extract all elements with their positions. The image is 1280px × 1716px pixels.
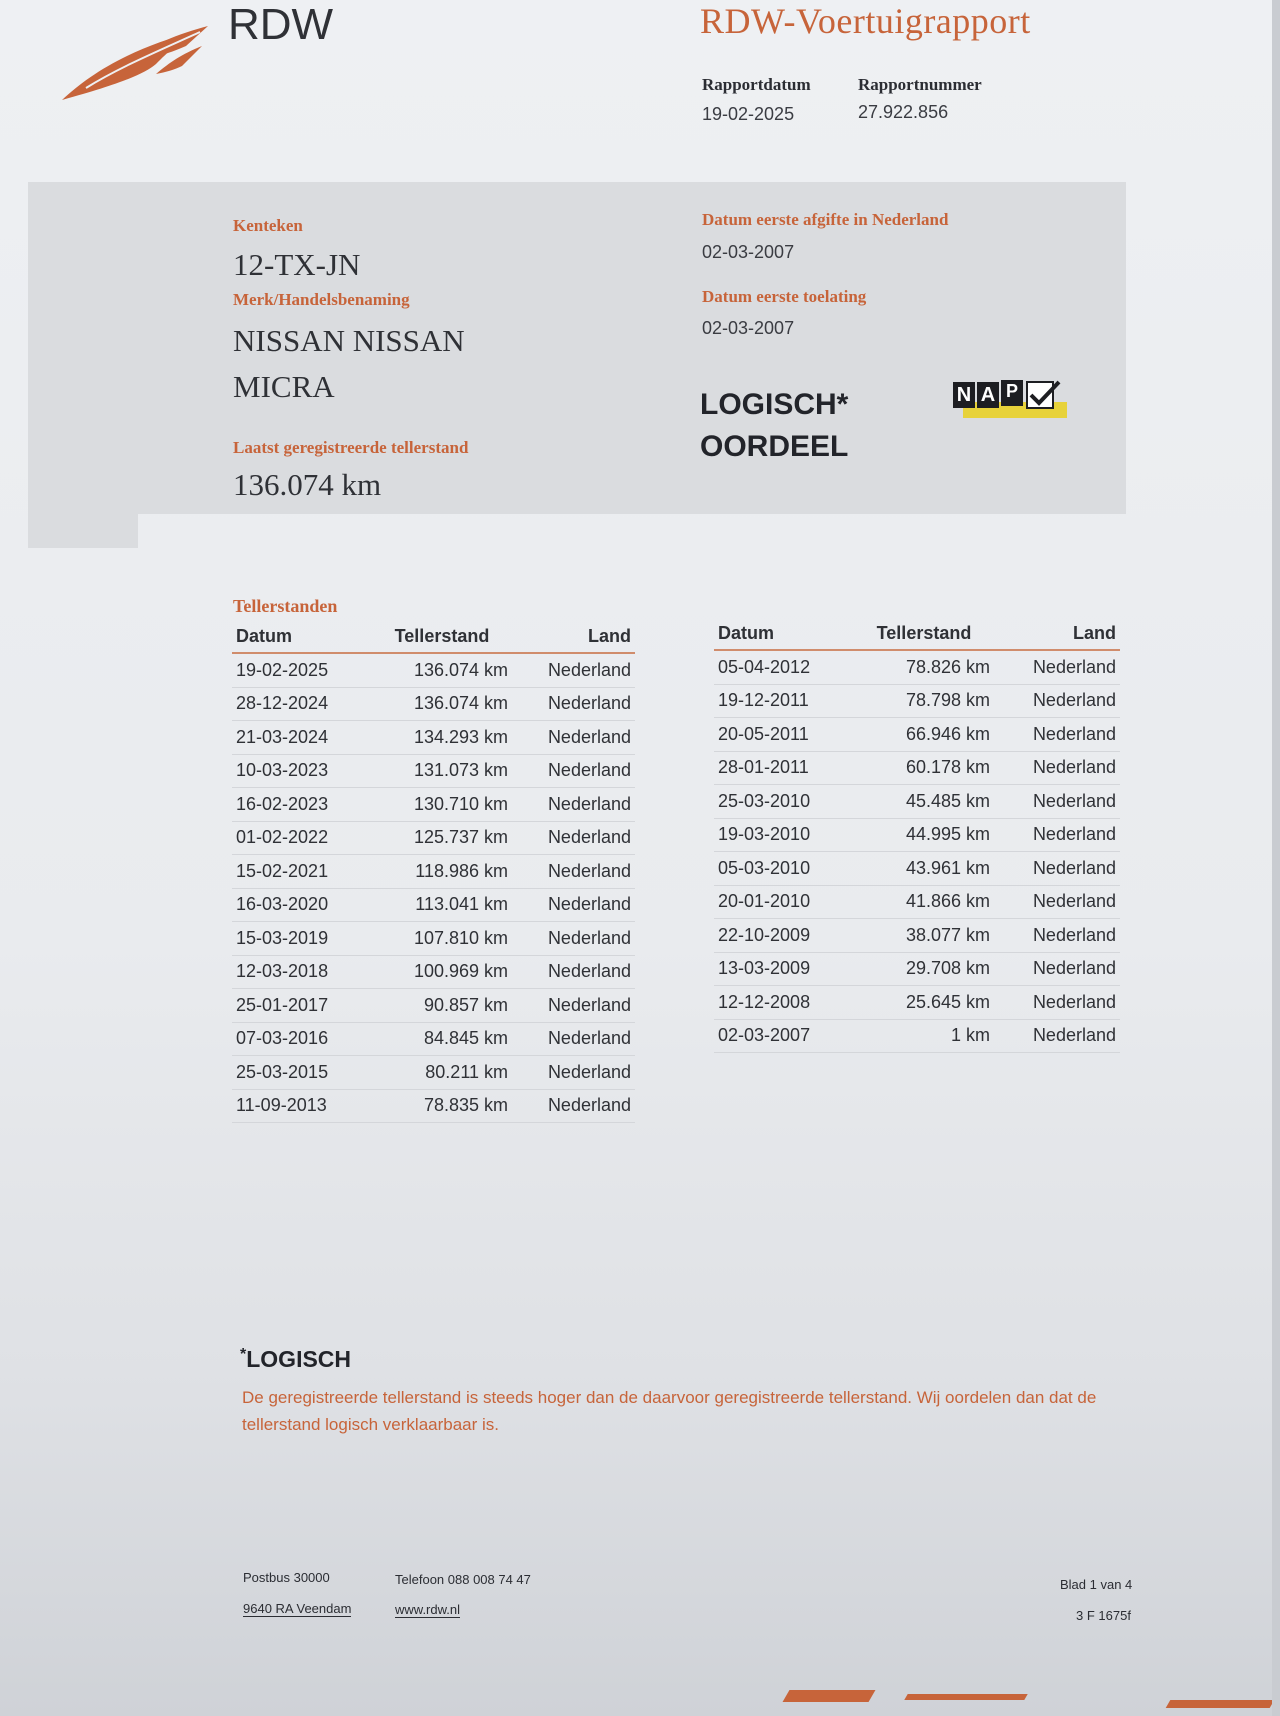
- reading-country: Nederland: [994, 684, 1120, 718]
- reading-date: 19-12-2011: [714, 684, 854, 718]
- first-admission-label: Datum eerste toelating: [702, 287, 867, 306]
- table-row: [714, 684, 1120, 718]
- reading-date: 19-03-2010: [714, 818, 854, 852]
- footer-phone: Telefoon 088 008 74 47: [395, 1572, 531, 1587]
- col-country-header: Land: [994, 621, 1120, 650]
- reading-country: Nederland: [994, 650, 1120, 684]
- reading-odometer: 131.073 km: [372, 754, 512, 788]
- reading-date: 15-02-2021: [232, 855, 372, 889]
- reading-odometer: 107.810 km: [372, 922, 512, 956]
- odometer-value: 136.074 km: [233, 467, 382, 502]
- brand-name: RDW: [228, 0, 334, 49]
- table-row: [232, 1056, 635, 1090]
- reading-odometer: 1 km: [854, 1019, 994, 1053]
- readings-section-label: Tellerstanden: [233, 596, 338, 616]
- reading-date: 12-12-2008: [714, 986, 854, 1020]
- reading-date: 19-02-2025: [232, 653, 372, 687]
- reading-date: 13-03-2009: [714, 952, 854, 986]
- reading-country: Nederland: [512, 1022, 635, 1056]
- readings-table-right: [714, 621, 1120, 1053]
- reading-date: 16-03-2020: [232, 888, 372, 922]
- reading-country: Nederland: [512, 955, 635, 989]
- reading-odometer: 25.645 km: [854, 986, 994, 1020]
- table-row: [714, 885, 1120, 919]
- table-row: [232, 821, 635, 855]
- footnote-text: De geregistreerde tellerstand is steeds hoger dan de daarvoor geregistreerde tellerstand. Wij oordelen dan dat de tellerstand logisch verklaarbaar is.: [242, 1388, 1097, 1434]
- readings-table-left: [232, 624, 635, 1123]
- reading-odometer: 113.041 km: [372, 888, 512, 922]
- verdict: [700, 384, 848, 468]
- reading-country: Nederland: [512, 989, 635, 1023]
- reading-country: Nederland: [512, 1089, 635, 1123]
- reading-date: 28-12-2024: [232, 687, 372, 721]
- verdict-line-1: LOGISCH*: [700, 388, 849, 421]
- reading-date: 22-10-2009: [714, 919, 854, 953]
- footnote-star: *: [240, 1346, 247, 1363]
- table-row: [232, 989, 635, 1023]
- reading-country: Nederland: [512, 1056, 635, 1090]
- col-date-header: Datum: [232, 624, 372, 653]
- panel-tab: [28, 514, 138, 548]
- report-title: RDW-Voertuigrapport: [700, 1, 1031, 41]
- reading-country: Nederland: [994, 785, 1120, 819]
- table-row: [232, 1022, 635, 1056]
- footnote-title: *LOGISCH: [240, 1346, 352, 1372]
- footer-web[interactable]: www.rdw.nl: [395, 1602, 461, 1617]
- reading-country: Nederland: [512, 721, 635, 755]
- reading-country: Nederland: [994, 718, 1120, 752]
- nap-logo: [953, 380, 1068, 424]
- reading-odometer: 90.857 km: [372, 989, 512, 1023]
- reading-date: 10-03-2023: [232, 754, 372, 788]
- reading-date: 11-09-2013: [232, 1089, 372, 1123]
- report-date: 19-02-2025: [702, 104, 795, 124]
- reading-country: Nederland: [512, 855, 635, 889]
- make-line-2: MICRA: [233, 369, 335, 404]
- reading-country: Nederland: [512, 653, 635, 687]
- reading-odometer: 38.077 km: [854, 919, 994, 953]
- reading-odometer: 78.798 km: [854, 684, 994, 718]
- table-row: [714, 650, 1120, 684]
- table-row: [232, 1089, 635, 1123]
- reading-odometer: 84.845 km: [372, 1022, 512, 1056]
- reading-country: Nederland: [512, 754, 635, 788]
- reading-date: 16-02-2023: [232, 788, 372, 822]
- table-row: [714, 919, 1120, 953]
- first-issue-nl-label: Datum eerste afgifte in Nederland: [702, 210, 949, 229]
- table-row: [232, 754, 635, 788]
- table-row: [714, 852, 1120, 886]
- reading-country: Nederland: [994, 852, 1120, 886]
- reading-date: 05-03-2010: [714, 852, 854, 886]
- reading-date: 12-03-2018: [232, 955, 372, 989]
- reading-odometer: 45.485 km: [854, 785, 994, 819]
- decor-stripe: [904, 1694, 1027, 1700]
- nap-letter-n: N: [953, 382, 975, 408]
- reading-date: 20-05-2011: [714, 718, 854, 752]
- reading-odometer: 66.946 km: [854, 718, 994, 752]
- verdict-line-2: OORDEEL: [700, 430, 849, 463]
- reading-date: 15-03-2019: [232, 922, 372, 956]
- reading-odometer: 100.969 km: [372, 955, 512, 989]
- make-label: Merk/Handelsbenaming: [233, 290, 410, 309]
- table-row: [232, 687, 635, 721]
- table-row: [714, 718, 1120, 752]
- reading-odometer: 80.211 km: [372, 1056, 512, 1090]
- report-number: 27.922.856: [858, 102, 949, 122]
- reading-date: 02-03-2007: [714, 1019, 854, 1053]
- make-line-1: NISSAN NISSAN: [233, 323, 465, 358]
- reading-odometer: 118.986 km: [372, 855, 512, 889]
- reading-odometer: 78.826 km: [854, 650, 994, 684]
- check-icon: [1025, 380, 1065, 412]
- table-row: [714, 818, 1120, 852]
- reading-odometer: 43.961 km: [854, 852, 994, 886]
- reading-country: Nederland: [994, 919, 1120, 953]
- footer-postbus: Postbus 30000: [243, 1570, 330, 1585]
- col-date-header: Datum: [714, 621, 854, 650]
- report-number-label: Rapportnummer: [858, 75, 982, 94]
- table-row: [714, 952, 1120, 986]
- vehicle-info-panel: [28, 182, 1126, 514]
- footer-page: Blad 1 van 4: [1060, 1577, 1133, 1592]
- reading-odometer: 44.995 km: [854, 818, 994, 852]
- reading-odometer: 78.835 km: [372, 1089, 512, 1123]
- reading-country: Nederland: [512, 687, 635, 721]
- reading-odometer: 29.708 km: [854, 952, 994, 986]
- col-country-header: Land: [512, 624, 635, 653]
- table-row: [714, 751, 1120, 785]
- table-row: [232, 653, 635, 687]
- table-header-row: [232, 624, 635, 653]
- table-row: [232, 955, 635, 989]
- table-row: [232, 721, 635, 755]
- reading-country: Nederland: [994, 952, 1120, 986]
- reading-date: 25-03-2010: [714, 785, 854, 819]
- table-row: [232, 888, 635, 922]
- reading-date: 07-03-2016: [232, 1022, 372, 1056]
- reading-odometer: 136.074 km: [372, 653, 512, 687]
- reading-country: Nederland: [994, 986, 1120, 1020]
- reading-odometer: 136.074 km: [372, 687, 512, 721]
- reading-odometer: 130.710 km: [372, 788, 512, 822]
- reading-date: 05-04-2012: [714, 650, 854, 684]
- table-row: [714, 986, 1120, 1020]
- table-row: [714, 1019, 1120, 1053]
- reading-date: 20-01-2010: [714, 885, 854, 919]
- first-admission-value: 02-03-2007: [702, 318, 795, 338]
- reading-odometer: 134.293 km: [372, 721, 512, 755]
- reading-country: Nederland: [994, 885, 1120, 919]
- reading-odometer: 125.737 km: [372, 821, 512, 855]
- decor-stripe: [1166, 1700, 1272, 1708]
- reading-date: 25-03-2015: [232, 1056, 372, 1090]
- reading-country: Nederland: [994, 818, 1120, 852]
- reading-country: Nederland: [512, 922, 635, 956]
- reading-odometer: 60.178 km: [854, 751, 994, 785]
- plate-value: 12-TX-JN: [233, 247, 361, 282]
- reading-country: Nederland: [512, 888, 635, 922]
- reading-country: Nederland: [994, 1019, 1120, 1053]
- nap-letter-p: P: [1001, 380, 1023, 406]
- footer-code: 3 F 1675f: [1076, 1608, 1131, 1623]
- reading-odometer: 41.866 km: [854, 885, 994, 919]
- footer-address: 9640 RA Veendam: [243, 1601, 352, 1616]
- table-row: [714, 785, 1120, 819]
- plate-label: Kenteken: [233, 216, 303, 235]
- decor-stripe: [783, 1690, 876, 1702]
- nap-letter-a: A: [977, 382, 999, 408]
- table-header-row: [714, 621, 1120, 650]
- col-odometer-header: Tellerstand: [372, 624, 512, 653]
- table-row: [232, 855, 635, 889]
- rdw-logo-icon: [60, 22, 210, 104]
- reading-date: 21-03-2024: [232, 721, 372, 755]
- reading-country: Nederland: [994, 751, 1120, 785]
- first-issue-nl-value: 02-03-2007: [702, 242, 795, 262]
- reading-date: 25-01-2017: [232, 989, 372, 1023]
- table-row: [232, 788, 635, 822]
- col-odometer-header: Tellerstand: [854, 621, 994, 650]
- reading-date: 28-01-2011: [714, 751, 854, 785]
- reading-country: Nederland: [512, 821, 635, 855]
- report-date-label: Rapportdatum: [702, 75, 811, 94]
- odometer-label: Laatst geregistreerde tellerstand: [233, 438, 469, 457]
- reading-date: 01-02-2022: [232, 821, 372, 855]
- table-row: [232, 922, 635, 956]
- reading-country: Nederland: [512, 788, 635, 822]
